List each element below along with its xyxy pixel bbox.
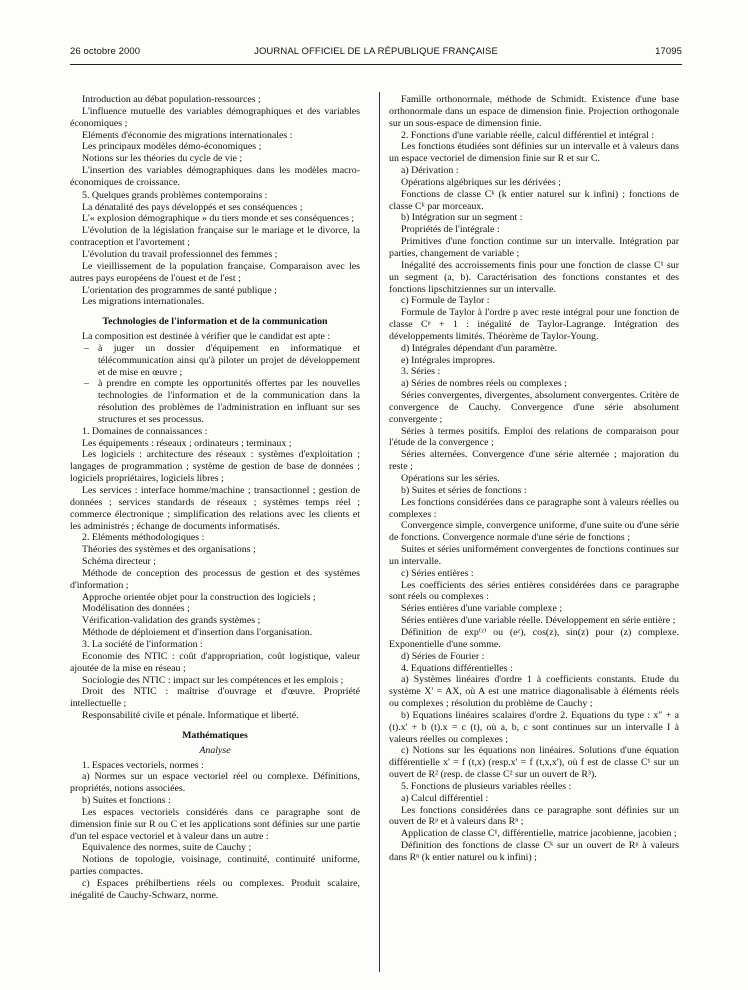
paragraph: Propriétés de l'intégrale : (401, 224, 500, 236)
paragraph: Les services : interface homme/machine ; transactionnel ; gestion de données ; services standards de réseaux ; systèmes temps réel ; commerce électronique ; simplification des relations avec les clients et les administrés ; échange de documents informatisés. (70, 485, 360, 532)
paragraph: Les fonctions considérées dans ce paragraphe sont définies sur un ouvert de Rᵖ et à valeurs dans Rⁿ ; (389, 804, 679, 828)
paragraph: Les principaux modèles démo-économiques ; (82, 141, 262, 153)
paragraph: c) Espaces préhilbertiens réels ou complexes. Produit scalaire, inégalité de Cauchy-Schwarz, norme. (70, 878, 360, 901)
paragraph: Les fonctions considérées dans ce paragraphe sont à valeurs réelles ou complexes : (389, 496, 679, 520)
paragraph: La dénatalité des pays développés et ses conséquences ; (82, 201, 303, 213)
paragraph: Economie des NTIC : coût d'appropriation, coût logistique, valeur ajoutée de la mise en réseau ; (70, 650, 360, 674)
paragraph: Les équipements : réseaux ; ordinateurs ; terminaux ; (82, 437, 292, 449)
paragraph: Primitives d'une fonction continue sur un intervalle. Intégration par parties, changement de variable ; (389, 236, 679, 259)
paragraph: L'orientation des programmes de santé publique ; (82, 284, 277, 296)
paragraph: Droit des NTIC : maîtrise d'ouvrage et d'œuvre. Propriété intellectuelle ; (70, 686, 360, 710)
page-header (70, 46, 682, 60)
paragraph: L'influence mutuelle des variables démographiques et des variables économiques ; (70, 105, 360, 129)
paragraph: a) Systèmes linéaires d'ordre 1 à coefficients constants. Etude du système X' = AX, où A est une matrice diagonalisable à éléments réels ou complexes ; résolution du problème de Cauchy ; (389, 674, 679, 710)
paragraph: a) Séries de nombres réels ou complexes ; (401, 378, 567, 390)
paragraph: Vérification-validation des grands systèmes ; (82, 615, 261, 627)
paragraph: b) Equations linéaires scalaires d'ordre 2. Equations du type : x″ + a (t).x' + b (t).x = c (t), où a, b, c sont continues sur un intervalle I à valeurs réelles ou complexes ; (389, 709, 679, 745)
paragraph: Inégalité des accroissements finis pour une fonction de classe C¹ sur un segment (a, b). Caractérisation des fonctions constantes et des fonctions lipschitziennes sur un intervalle. (389, 259, 679, 295)
paragraph: Séries alternées. Convergence d'une série alternée ; majoration du reste ; (389, 449, 679, 473)
paragraph: Définition de exp⁽ᶻ⁾ ou (eᶻ), cos(z), sin(z) pour (z) complexe. Exponentielle d'une somme. (389, 626, 679, 650)
paragraph: 3. La société de l'information : (82, 638, 203, 650)
section-heading-tic: Technologies de l'information et de la communication (102, 316, 328, 328)
paragraph: Les espaces vectoriels considérés dans ce paragraphe sont de dimension finie sur R ou C et les applications sont définies sur une partie d'un tel espace vectoriel et à valeur dans un autre : (70, 806, 360, 842)
paragraph: Séries convergentes, divergentes, absolument convergentes. Critère de convergence de Cauchy. Convergence d'une série absolument convergente ; (389, 390, 679, 425)
paragraph: Définition des fonctions de classe Cᵏ sur un ouvert de Rᵖ à valeurs dans Rⁿ (k entier naturel ou k infini) ; (389, 840, 679, 863)
paragraph: 5. Fonctions de plusieurs variables réelles : (401, 780, 572, 792)
paragraph: Opérations algébriques sur les dérivées ; (401, 176, 561, 188)
paragraph: d) Intégrales dépendant d'un paramètre. (401, 342, 558, 354)
paragraph: Formule de Taylor à l'ordre p avec reste intégral pour une fonction de classe Cᵖ + 1 : inégalité de Taylor-Lagrange. Intégration des développements limités. Théorème de Taylor-Young. (389, 307, 679, 342)
paragraph: Séries entières d'une variable complexe ; (401, 603, 563, 615)
paragraph: c) Formule de Taylor : (401, 295, 490, 307)
paragraph: c) Séries entières : (401, 567, 474, 579)
paragraph: Les migrations internationales. (82, 296, 205, 308)
list-item: – à prendre en compte les opportunités offertes par les nouvelles technologies de l'information et de la communication dans la résolution des problèmes de l'administration en influant sur ses structures et ses processus. (70, 378, 360, 425)
left-column (70, 94, 360, 902)
column-divider (379, 92, 380, 972)
paragraph: b) Suites et séries de fonctions : (401, 484, 527, 496)
header-page-number: 17095 (655, 46, 682, 57)
section-heading-math: Mathématiques (182, 729, 248, 741)
paragraph: Opérations sur les séries. (401, 473, 500, 484)
demography-section (70, 94, 360, 308)
paragraph: Sociologie des NTIC : impact sur les compétences et les emplois ; (82, 674, 344, 686)
paragraph: 4. Equations différentielles : (401, 662, 513, 674)
paragraph: 2. Fonctions d'une variable réelle, calcul différentiel et intégral : (401, 129, 655, 141)
paragraph: L'évolution du travail professionnel des femmes ; (82, 248, 278, 260)
right-column (389, 94, 679, 864)
paragraph: Schéma directeur ; (82, 556, 157, 568)
paragraph: Application de classe C¹, différentielle, matrice jacobienne, jacobien ; (401, 828, 677, 840)
paragraph: Responsabilité civile et pénale. Informatique et liberté. (82, 710, 299, 722)
subsection-heading-analyse: Analyse (199, 744, 231, 756)
paragraph: Méthode de conception des processus de gestion et des systèmes d'information ; (70, 567, 360, 591)
paragraph: Convergence simple, convergence uniforme, d'une suite ou d'une série de fonctions. Convergence normale d'une série de fonctions ; (389, 520, 679, 544)
list-item: – à juger un dossier d'équipement en informatique et télécommunication ainsi qu'à piloter un projet de développement et de mise en œuvre ; (70, 343, 360, 379)
header-date: 26 octobre 2000 (70, 46, 141, 57)
paragraph: La composition est destinée à vérifier que le candidat est apte : (82, 331, 331, 343)
paragraph: Suites et séries uniformément convergentes de fonctions continues sur un intervalle. (389, 544, 679, 567)
paragraph: L'évolution de la législation française sur le mariage et le divorce, la contraception et l'avortement ; (70, 225, 360, 249)
paragraph: Le vieillissement de la population française. Comparaison avec les autres pays européens de l'ouest et de l'est ; (70, 260, 360, 284)
paragraph: Séries à termes positifs. Emploi des relations de comparaison pour l'étude de la convergence ; (389, 425, 679, 449)
paragraph: 3. Séries : (401, 366, 441, 378)
paragraph: d) Séries de Fourier : (401, 650, 485, 662)
paragraph: Notions de topologie, voisinage, continuité, continuité uniforme, parties compactes. (70, 854, 360, 878)
paragraph: Notions sur les théories du cycle de vie ; (82, 153, 243, 165)
paragraph: Méthode de déploiement et d'insertion dans l'organisation. (82, 627, 313, 639)
paragraph: Fonctions de classe Cᵏ (k entier naturel sur k infini) ; fonctions de classe Cᵏ par morceaux. (389, 188, 679, 212)
paragraph: L'insertion des variables démographiques dans les modèles macro-économiques de croissance. (70, 165, 360, 188)
paragraph: Equivalence des normes, suite de Cauchy ; (82, 842, 252, 854)
paragraph: a) Dérivation : (401, 165, 459, 177)
paragraph: Les logiciels : architecture des réseaux : systèmes d'exploitation ; langages de programmation ; système de gestion de base de données ; logiciels propriétaires, logiciels libres ; (70, 449, 360, 485)
paragraph: b) Suites et fonctions : (82, 795, 171, 807)
paragraph: Séries entières d'une variable réelle. Développement en série entière ; (401, 615, 676, 627)
paragraph: 1. Domaines de connaissances : (82, 425, 208, 437)
paragraph: Famille orthonormale, méthode de Schmidt. Existence d'une base orthonormale dans un espace de dimension finie. Projection orthogonale sur un sous-espace de dimension finie. (389, 94, 679, 129)
paragraph: Les fonctions étudiées sont définies sur un intervalle et à valeurs dans un espace vectoriel de dimension finie sur R et sur C. (389, 141, 679, 165)
paragraph: 5. Quelques grands problèmes contemporains : (82, 189, 268, 201)
paragraph: c) Notions sur les équations non linéaires. Solutions d'une équation différentielle x' = f (t,x) (resp.x' = f (t,x,x'), où f est de classe C¹ sur un ouvert de R² (resp. de classe C² sur un ouvert de R³). (389, 745, 679, 781)
paragraph: Eléments d'économie des migrations internationales : (82, 129, 293, 141)
paragraph: b) Intégration sur un segment : (401, 212, 523, 224)
paragraph: Modélisation des données ; (82, 603, 190, 615)
paragraph: a) Calcul différentiel : (401, 792, 489, 804)
bullet-list (70, 343, 360, 426)
header-rule (70, 64, 682, 65)
paragraph: Les coefficients des séries entières considérées dans ce paragraphe sont réels ou complexes : (389, 579, 679, 603)
paragraph: L'« explosion démographique » du tiers monde et ses conséquences ; (82, 213, 355, 225)
paragraph: Introduction au débat population-ressources ; (82, 94, 261, 105)
paragraph: e) Intégrales impropres. (401, 354, 496, 366)
paragraph: 2. Eléments méthodologiques : (82, 532, 205, 544)
paragraph: 1. Espaces vectoriels, normes : (82, 759, 204, 771)
header-title: JOURNAL OFFICIEL DE LA RÉPUBLIQUE FRANÇAISE (254, 46, 498, 57)
paragraph: Approche orientée objet pour la construction des logiciels ; (82, 591, 316, 603)
paragraph: Théories des systèmes et des organisations ; (82, 544, 256, 556)
paragraph: a) Normes sur un espace vectoriel réel ou complexe. Définitions, propriétés, notions associées. (70, 771, 360, 795)
